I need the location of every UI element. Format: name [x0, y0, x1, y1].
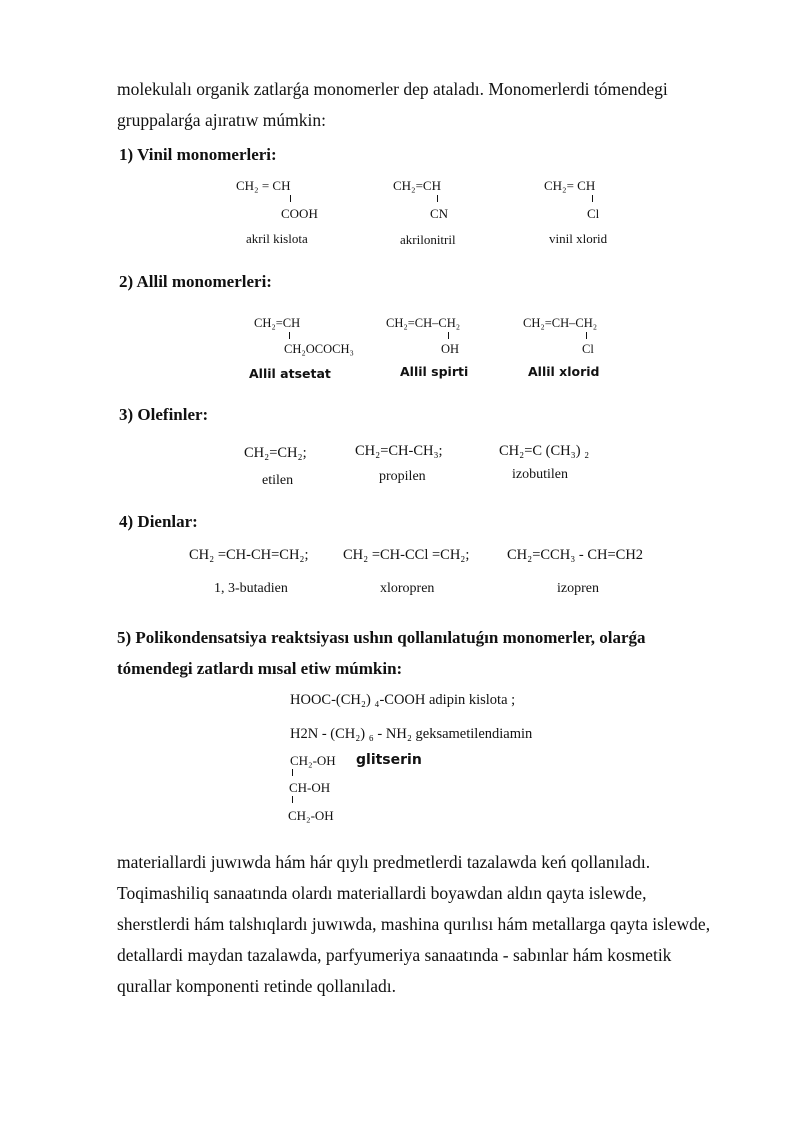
formula-top: CH₂=CH	[254, 316, 301, 330]
bond-line	[289, 332, 290, 339]
olefin-heading: 3) Olefinler:	[119, 405, 209, 424]
formula-bottom: COOH	[281, 206, 318, 221]
compound-name: Allil spirti	[400, 364, 469, 379]
compound-name: 1, 3-butadien	[214, 581, 288, 596]
glitserin-label: glitserin	[356, 752, 422, 768]
dien-heading: 4) Dienlar:	[119, 512, 198, 531]
polykond-line-1: 5) Polikondensatsiya reaktsiyası ushın qollanılatuǵın monomerler, olarǵa	[117, 628, 646, 647]
formula-bottom: CH₂OCOCH₃	[284, 342, 354, 356]
compound-name: izopren	[557, 581, 599, 596]
formula-top: CH₂=CH	[393, 178, 441, 193]
allil-heading: 2) Allil monomerleri:	[119, 272, 272, 291]
formula: CH₂=CH-CH₃;	[355, 443, 443, 459]
bond-line	[292, 769, 293, 776]
intro-line-1: molekulalı organik zatlarǵa monomerler dep ataladı. Monomerlerdi tómendegi	[117, 79, 668, 99]
formula-bottom: Cl	[587, 206, 600, 221]
formula-top: CH₂=CH–CH₂	[386, 316, 461, 330]
formula: CH₂ =CH-CH=CH₂;	[189, 547, 309, 563]
compound-name: etilen	[262, 473, 294, 488]
intro-line-2: gruppalarǵa ajıratıw múmkin:	[117, 110, 326, 130]
formula-bottom: OH	[441, 342, 460, 356]
formula-top: CH₂ = CH	[236, 178, 291, 193]
bond-line	[290, 195, 291, 202]
formula: CH₂=CCH₃ - CH=CH2	[507, 547, 644, 563]
closing-line-4: detallardi maydan tazalawda, parfyumeriya sanaatında - sabınlar hám kosmetik	[117, 945, 672, 965]
compound-name: xloropren	[380, 581, 435, 596]
glitserin-row-1: CH₂-OH	[290, 753, 336, 768]
formula-bottom: Cl	[582, 342, 594, 356]
formula-top: CH₂=CH–CH₂	[523, 316, 598, 330]
compound-name: izobutilen	[512, 467, 568, 482]
formula-top: CH₂= CH	[544, 178, 596, 193]
closing-line-1: materiallardi juwıwda hám hár qıylı predmetlerdi tazalawda keń qollanıladı.	[117, 852, 651, 872]
compound-name: vinil xlorid	[549, 231, 608, 246]
compound-name: akril kislota	[246, 231, 308, 246]
formula: CH₂=C (CH₃) ₂	[499, 443, 590, 459]
glitserin-row-2: CH-OH	[289, 780, 331, 795]
bond-line	[437, 195, 438, 202]
compound-name: Allil xlorid	[528, 364, 600, 379]
geksametilendiamin-formula: H2N - (CH₂) ₆ - NH₂ geksametilendiamin	[290, 726, 533, 742]
bond-line	[592, 195, 593, 202]
compound-name: akrilonitril	[400, 232, 456, 247]
compound-name: Allil atsetat	[249, 366, 331, 381]
polykond-heading	[117, 622, 743, 684]
closing-paragraph	[117, 847, 743, 1002]
intro-paragraph	[117, 74, 743, 136]
formula: CH₂=CH₂;	[244, 445, 307, 461]
closing-line-5: qurallar komponenti retinde qollanıladı.	[117, 976, 396, 996]
bond-line	[292, 796, 293, 803]
closing-line-3: sherstlerdi hám talshıqlardı juwıwda, mashina qurılısı hám metallarga qayta islewde,	[117, 914, 711, 934]
adipin-formula: HOOC-(CH₂) ₄-COOH adipin kislota ;	[290, 692, 516, 708]
formula: CH₂ =CH-CCl =CH₂;	[343, 547, 470, 563]
vinil-heading: 1) Vinil monomerleri:	[119, 145, 277, 164]
bond-line	[448, 332, 449, 339]
closing-line-2: Toqimashiliq sanaatında olardı materiallardi boyawdan aldın qayta islewde,	[117, 883, 647, 903]
polykond-line-2: tómendegi zatlardı mısal etiw múmkin:	[117, 659, 403, 678]
bond-line	[586, 332, 587, 339]
formula-bottom: CN	[430, 206, 449, 221]
compound-name: propilen	[379, 469, 426, 484]
glitserin-row-3: CH₂-OH	[288, 808, 334, 823]
